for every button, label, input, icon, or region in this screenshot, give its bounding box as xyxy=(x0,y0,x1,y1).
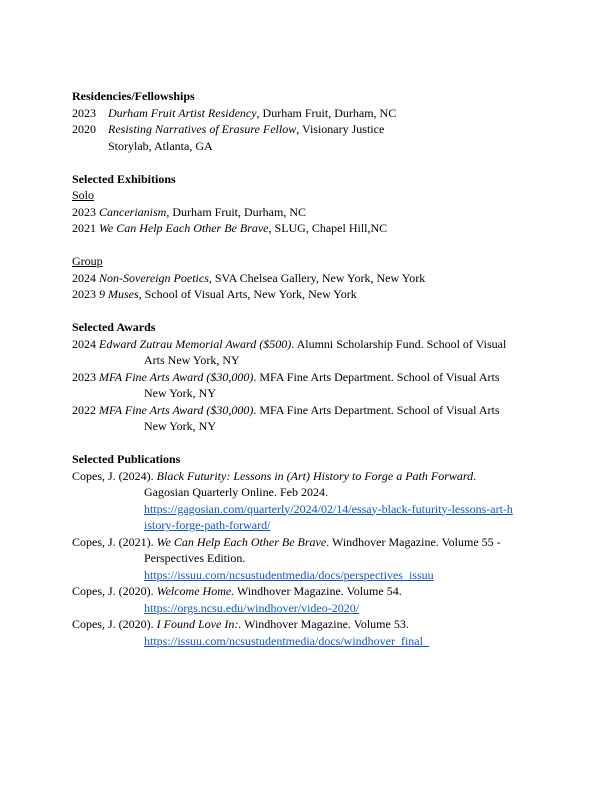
entry-details-cont: New York, NY xyxy=(144,419,217,433)
award-entry xyxy=(72,336,542,369)
entry-details: , SVA Chelsea Gallery, New York, New York xyxy=(208,270,426,285)
exhibition-entry xyxy=(72,270,542,287)
entry-year: 2023 xyxy=(72,369,96,384)
entry-year: 2021 xyxy=(72,221,96,235)
section-heading-awards: Selected Awards xyxy=(72,320,156,334)
publication-link[interactable]: https://issuu.com/ncsustudentmedia/docs/perspectives_issuu xyxy=(144,567,434,582)
publication-entry xyxy=(72,468,542,534)
entry-year: 2023 xyxy=(72,105,96,120)
entry-year: 2024 xyxy=(72,336,96,351)
residency-entry xyxy=(72,105,542,122)
publication-entry xyxy=(72,583,542,616)
section-heading-exhibitions: Selected Exhibitions xyxy=(72,171,176,186)
publication-link-cont[interactable]: istory-forge-path-forward/ xyxy=(144,518,271,532)
exhibition-entry xyxy=(72,286,542,303)
entry-title: We Can Help Each Other Be Brave xyxy=(156,534,327,549)
entry-title: MFA Fine Arts Award ($30,000) xyxy=(99,402,254,417)
section-heading-publications: Selected Publications xyxy=(72,452,181,466)
entry-details-cont: Perspectives Edition. xyxy=(144,551,246,565)
entry-details-cont: Arts New York, NY xyxy=(144,353,240,367)
section-heading-residencies: Residencies/Fellowships xyxy=(72,89,195,103)
entry-title: I Found Love In:. xyxy=(156,617,242,631)
entry-title: Resisting Narratives of Erasure Fellow xyxy=(108,122,297,136)
entry-title: Non-Sovereign Poetics xyxy=(99,270,209,285)
residency-entry xyxy=(72,121,542,154)
entry-title: 9 Muses xyxy=(99,287,139,301)
entry-year: 2020 xyxy=(72,122,96,136)
entry-details-cont: Storylab, Atlanta, GA xyxy=(108,138,213,153)
entry-details: , Durham Fruit, Durham, NC xyxy=(166,204,306,219)
entry-year: 2024 xyxy=(72,270,96,285)
publication-link[interactable]: https://issuu.com/ncsustudentmedia/docs/windhover_final_ xyxy=(144,633,429,648)
entry-details: . Alumni Scholarship Fund. School of Visual xyxy=(291,336,507,351)
entry-title: Edward Zutrau Memorial Award ($500) xyxy=(99,336,292,351)
entry-details: Windhover Magazine. Volume 53. xyxy=(241,617,409,631)
subheading-solo: Solo xyxy=(72,188,95,202)
entry-title: Black Futurity: Lessons in (Art) History to Forge a Path Forward xyxy=(156,468,474,483)
entry-details-cont: Gagosian Quarterly Online. Feb 2024. xyxy=(144,485,328,499)
entry-author: Copes, J. (2024). xyxy=(72,468,157,483)
entry-details: . MFA Fine Arts Department. School of Visual Arts xyxy=(253,402,500,417)
entry-title: Cancerianism xyxy=(99,204,167,219)
entry-details: . Windhover Magazine. Volume 55 - xyxy=(326,534,501,549)
entry-author: Copes, J. (2021). xyxy=(72,534,157,549)
subheading-group: Group xyxy=(72,254,103,268)
entry-details-cont: New York, NY xyxy=(144,386,217,400)
exhibition-entry xyxy=(72,220,542,237)
publication-link[interactable]: https://gagosian.com/quarterly/2024/02/14/essay-black-futurity-lessons-art-h xyxy=(144,501,513,516)
entry-details: , Visionary Justice xyxy=(296,122,385,136)
entry-author: Copes, J. (2020). xyxy=(72,584,157,598)
entry-details: , Durham Fruit, Durham, NC xyxy=(256,105,397,120)
entry-year: 2023 xyxy=(72,287,96,301)
exhibition-entry xyxy=(72,204,542,221)
award-entry xyxy=(72,369,542,402)
publication-entry xyxy=(72,534,542,584)
entry-title: We Can Help Each Other Be Brave xyxy=(99,221,269,235)
award-entry xyxy=(72,402,542,435)
entry-title: Durham Fruit Artist Residency xyxy=(108,105,257,120)
entry-author: Copes, J. (2020). xyxy=(72,617,157,631)
entry-title: Welcome Home. xyxy=(156,584,235,598)
entry-title: MFA Fine Arts Award ($30,000) xyxy=(99,369,254,384)
entry-details: , SLUG, Chapel Hill,NC xyxy=(268,221,388,235)
entry-year: 2022 xyxy=(72,402,96,417)
entry-details: , School of Visual Arts, New York, New York xyxy=(138,287,357,301)
cv-page xyxy=(72,88,542,649)
publication-entry xyxy=(72,616,542,649)
entry-details: . MFA Fine Arts Department. School of Visual Arts xyxy=(253,369,500,384)
entry-details: . xyxy=(473,468,477,483)
entry-year: 2023 xyxy=(72,204,96,219)
publication-link[interactable]: https://orgs.ncsu.edu/windhover/video-2020/ xyxy=(144,600,360,615)
entry-details: Windhover Magazine. Volume 54. xyxy=(234,584,402,598)
